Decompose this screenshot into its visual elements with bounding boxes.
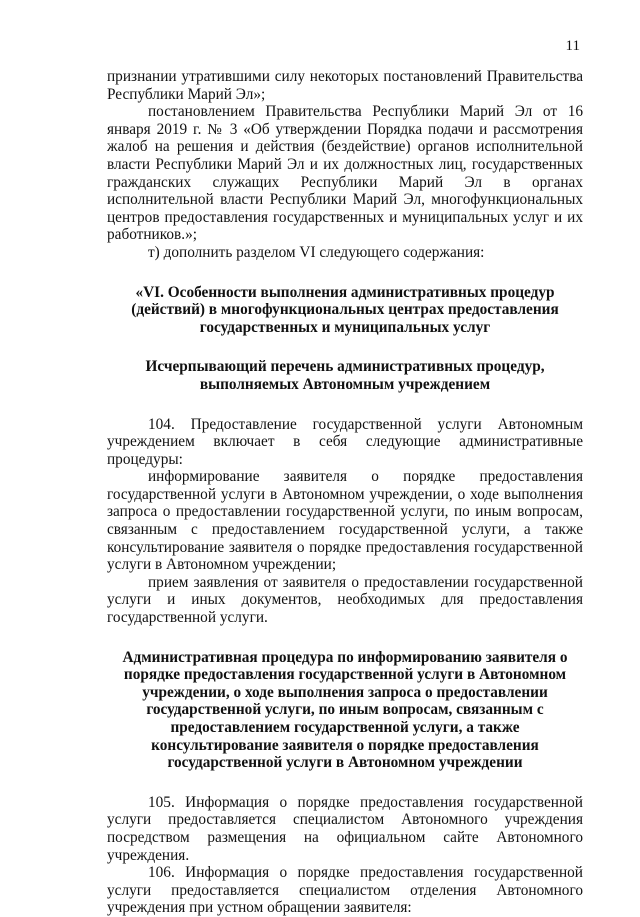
- subheading: Исчерпывающий перечень административных процедур, выполняемых Автономным учреждением: [145, 358, 545, 393]
- paragraph: т) дополнить разделом VI следующего содержания:: [148, 243, 485, 261]
- paragraph: постановлением Правительства Республики Марий Эл от 16 января 2019 г. № 3 «Об утверждении Порядка подачи и рассмотрения жалоб на решения и действия (бездействие) органов исполнительной власти Республики Марий Эл и их должностных лиц, государственных гражданских служащих Республики Марий Эл в органах исполнительной власти Республики Марий Эл, многофункциональных центров предоставления государственных и муниципальных услуг и их работников.»;: [107, 103, 583, 244]
- section-heading: «VI. Особенности выполнения административных процедур (действий) в многофункциональных центрах предоставления государственных и муниципальных услуг: [131, 283, 559, 336]
- paragraph: прием заявления от заявителя о предоставлении государственной услуги и иных документов, необходимых для предоставления государственной услуги.: [107, 573, 583, 627]
- paragraph: информирование заявителя о порядке предоставления государственной услуги в Автономном учреждении, о ходе выполнения запроса о предоставлении государственной услуги, по иным вопросам, связанным с предоставлением государственной услуги, а также консультирование заявителя о порядке предоставления государственной услуги в Автономном учреждении;: [107, 468, 583, 574]
- paragraph: 105. Информация о порядке предоставления государственной услуги предоставляется специалистом Автономного учреждения посредством размещения на официальном сайте Автономного учреждения.: [107, 793, 583, 864]
- page-number: 11: [565, 38, 580, 54]
- paragraph: 104. Предоставление государственной услуги Автономным учреждением включает в себя следующие административные процедуры:: [107, 415, 583, 468]
- subheading: Административная процедура по информированию заявителя о порядке предоставления государственной услуги в Автономном учреждении, о ходе выполнения запроса о предоставлении государственной услуги, по иным вопросам, связанным с предоставлением государственной услуги, а также консультирование заявителя о порядке предоставления государственной услуги в Автономном учреждении: [122, 648, 568, 772]
- paragraph: 106. Информация о порядке предоставления государственной услуги предоставляется специалистом отделения Автономного учреждения при устном обращении заявителя:: [107, 864, 583, 917]
- document-body: [107, 68, 583, 917]
- paragraph: признании утратившими силу некоторых постановлений Правительства Республики Марий Эл»;: [107, 68, 583, 103]
